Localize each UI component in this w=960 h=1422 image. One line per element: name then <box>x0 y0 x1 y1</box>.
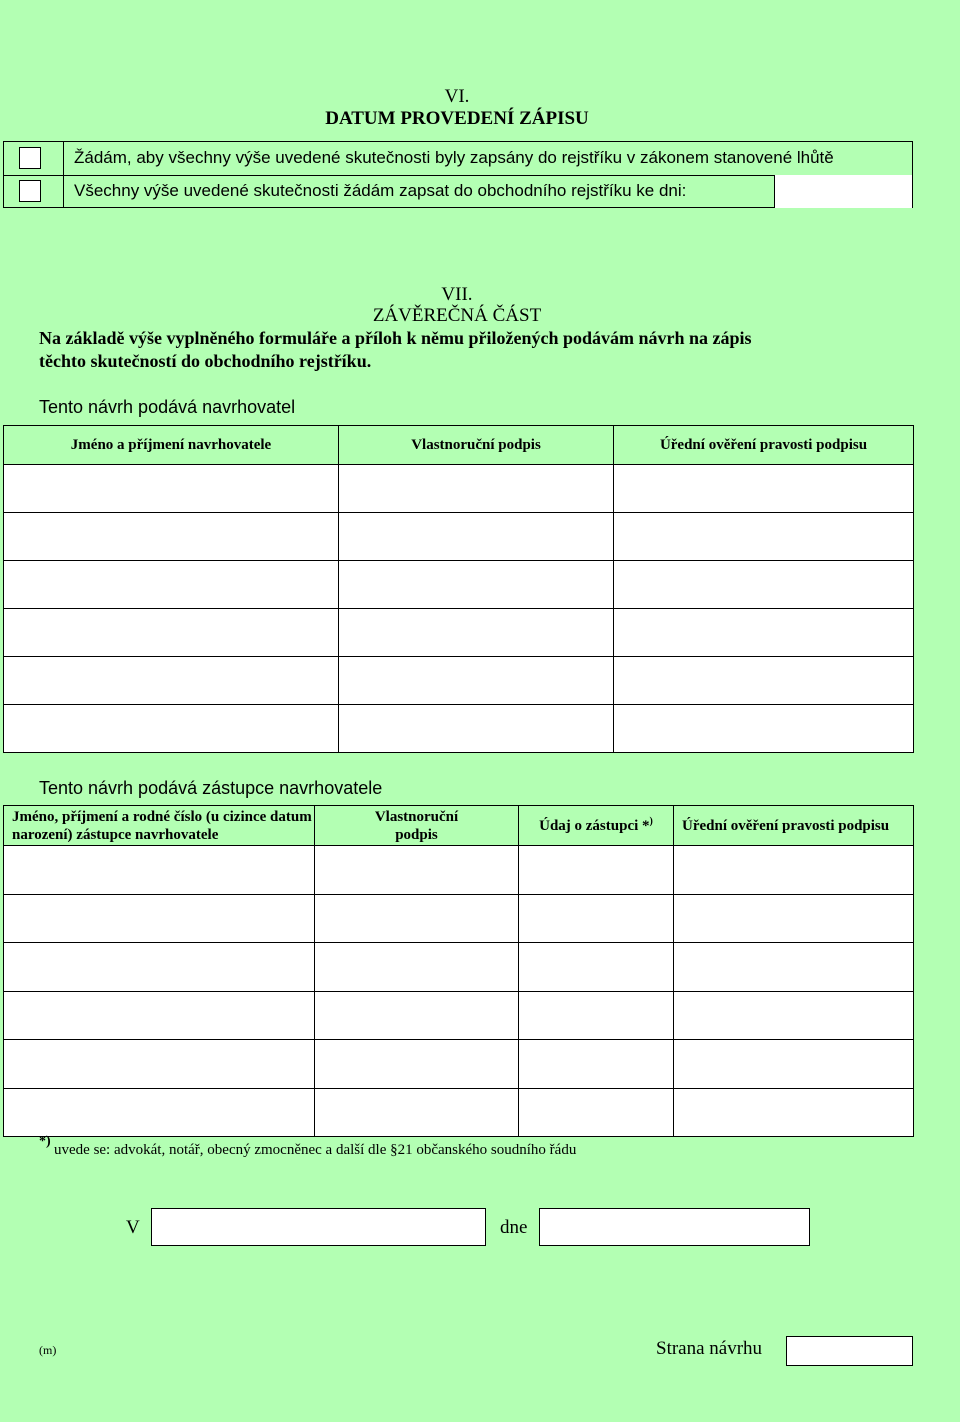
applicant-verification-cell[interactable] <box>614 609 914 657</box>
applicant-signature-cell[interactable] <box>339 609 614 657</box>
applicant-verification-cell[interactable] <box>614 513 914 561</box>
applicant-verification-cell[interactable] <box>614 561 914 609</box>
representative-info-cell[interactable] <box>519 991 674 1039</box>
representative-signature-cell[interactable] <box>315 1040 519 1088</box>
table-row <box>4 705 914 753</box>
table-row <box>4 943 914 991</box>
representative-verification-cell[interactable] <box>674 991 914 1039</box>
option-checkbox-statutory-deadline[interactable] <box>19 147 41 169</box>
table-row <box>4 513 914 561</box>
representative-verification-cell[interactable] <box>674 894 914 942</box>
option-row-statutory-deadline <box>4 142 912 176</box>
applicant-verification-cell[interactable] <box>614 705 914 753</box>
applicant-name-cell[interactable] <box>4 513 339 561</box>
applicant-verification-cell[interactable] <box>614 657 914 705</box>
footnote-text: uvede se: advokát, notář, obecný zmocněnec a další dle §21 občanského soudního řádu <box>54 1142 577 1158</box>
representative-header-verification: Úřední ověření pravosti podpisu <box>674 806 914 846</box>
representative-signature-cell[interactable] <box>315 943 519 991</box>
representative-info-cell[interactable] <box>519 846 674 894</box>
section-7-intro-line-1: Na základě výše vyplněného formuláře a příloh k němu přiložených podávám návrh na zápis <box>39 328 752 348</box>
representative-name-cell[interactable] <box>4 943 315 991</box>
representative-info-cell[interactable] <box>519 894 674 942</box>
representative-verification-cell[interactable] <box>674 1040 914 1088</box>
form-code: (m) <box>39 1343 57 1357</box>
representative-name-cell[interactable] <box>4 846 315 894</box>
representative-header-signature: Vlastnoruční podpis <box>315 806 519 846</box>
table-row <box>4 846 914 894</box>
applicant-header-name: Jméno a příjmení navrhovatele <box>4 426 339 465</box>
applicant-signature-cell[interactable] <box>339 657 614 705</box>
applicant-signature-cell[interactable] <box>339 465 614 513</box>
applicant-section-label: Tento návrh podává navrhovatel <box>39 397 296 417</box>
table-row <box>4 561 914 609</box>
representative-signature-cell[interactable] <box>315 1088 519 1136</box>
page-number-field[interactable] <box>786 1336 913 1366</box>
representative-header-info: Údaj o zástupci *) <box>519 806 674 846</box>
applicant-name-cell[interactable] <box>4 705 339 753</box>
place-field[interactable] <box>151 1208 486 1246</box>
section-7-intro-line-2: těchto skutečností do obchodního rejstříku. <box>39 351 372 371</box>
date-label: dne <box>500 1217 528 1238</box>
applicant-name-cell[interactable] <box>4 561 339 609</box>
date-options-table <box>3 141 913 208</box>
representative-verification-cell[interactable] <box>674 846 914 894</box>
representative-signature-cell[interactable] <box>315 991 519 1039</box>
representative-verification-cell[interactable] <box>674 943 914 991</box>
option-row-specific-date <box>4 175 912 208</box>
table-row <box>4 1040 914 1088</box>
applicant-header-verification: Úřední ověření pravosti podpisu <box>614 426 914 465</box>
representative-info-cell[interactable] <box>519 1088 674 1136</box>
applicant-signature-cell[interactable] <box>339 561 614 609</box>
applicant-verification-cell[interactable] <box>614 465 914 513</box>
representative-signature-cell[interactable] <box>315 894 519 942</box>
place-label: V <box>126 1217 140 1238</box>
section-7-number: VII. <box>441 284 473 305</box>
representative-header-name: Jméno, příjmení a rodné číslo (u cizince datum narození) zástupce navrhovatele <box>4 806 315 846</box>
entry-date-field[interactable] <box>774 175 912 208</box>
applicant-table <box>3 425 914 753</box>
table-row <box>4 465 914 513</box>
representative-name-cell[interactable] <box>4 894 315 942</box>
representative-verification-cell[interactable] <box>674 1088 914 1136</box>
section-6-title: DATUM PROVEDENÍ ZÁPISU <box>325 108 589 129</box>
representative-section-label: Tento návrh podává zástupce navrhovatele <box>39 778 383 798</box>
page-label: Strana návrhu <box>656 1338 763 1359</box>
option-label-statutory-deadline: Žádám, aby všechny výše uvedené skutečnosti byly zapsány do rejstříku v zákonem stanovené lhůtě <box>74 148 834 167</box>
table-row <box>4 1088 914 1136</box>
representative-info-cell[interactable] <box>519 943 674 991</box>
table-row <box>4 609 914 657</box>
representative-name-cell[interactable] <box>4 991 315 1039</box>
applicant-name-cell[interactable] <box>4 465 339 513</box>
option-checkbox-specific-date[interactable] <box>19 180 41 202</box>
representative-signature-cell[interactable] <box>315 846 519 894</box>
representative-name-cell[interactable] <box>4 1088 315 1136</box>
applicant-signature-cell[interactable] <box>339 513 614 561</box>
option-label-specific-date: Všechny výše uvedené skutečnosti žádám zapsat do obchodního rejstříku ke dni: <box>74 181 687 200</box>
applicant-name-cell[interactable] <box>4 609 339 657</box>
section-7-title: ZÁVĚREČNÁ ČÁST <box>372 305 542 326</box>
date-field[interactable] <box>539 1208 810 1246</box>
representative-table <box>3 805 914 1137</box>
applicant-signature-cell[interactable] <box>339 705 614 753</box>
table-row <box>4 894 914 942</box>
table-row <box>4 991 914 1039</box>
table-row <box>4 657 914 705</box>
representative-info-cell[interactable] <box>519 1040 674 1088</box>
applicant-name-cell[interactable] <box>4 657 339 705</box>
applicant-header-signature: Vlastnoruční podpis <box>339 426 614 465</box>
representative-name-cell[interactable] <box>4 1040 315 1088</box>
footnote-mark: *) <box>39 1134 51 1149</box>
section-6-number: VI. <box>444 86 470 107</box>
